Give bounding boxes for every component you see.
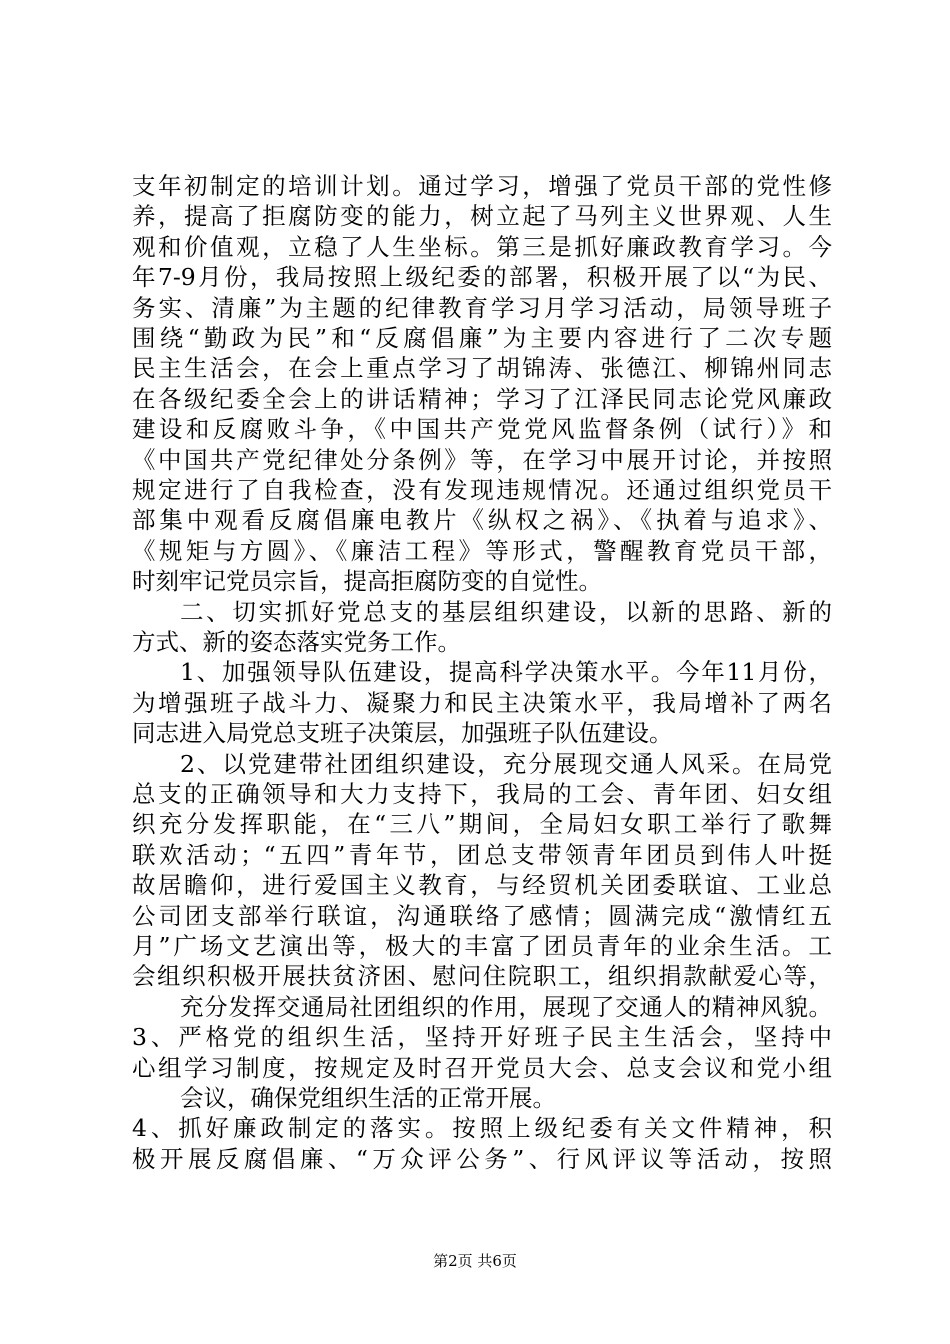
text-line: 3、严格党的组织生活，坚持开好班子民主生活会，坚持中: [132, 1023, 832, 1052]
text-line: 4、抓好廉政制定的落实。按照上级纪委有关文件精神，积: [132, 1114, 832, 1143]
text-line: 年7-9月份，我局按照上级纪委的部署，积极开展了以“为民、: [132, 263, 832, 292]
text-line: 为增强班子战斗力、凝聚力和民主决策水平，我局增补了两名: [132, 688, 832, 717]
text-line: 围绕“勤政为民”和“反腐倡廉”为主要内容进行了二次专题: [132, 324, 832, 352]
text-line: 观和价值观，立稳了人生坐标。第三是抓好廉政教育学习。今: [132, 232, 832, 261]
text-line: 《规矩与方圆》、《廉洁工程》等形式，警醒教育党员干部，: [132, 536, 832, 565]
text-line: 时刻牢记党员宗旨，提高拒腐防变的自觉性。: [132, 567, 602, 596]
section-heading-line: 方式、新的姿态落实党务工作。: [132, 628, 461, 656]
text-line: 总支的正确领导和大力支持下，我局的工会、青年团、妇女组: [132, 780, 832, 808]
text-line: 会组织积极开展扶贫济困、慰问住院职工，组织捐款献爱心等，: [132, 962, 832, 991]
text-line: 《中国共产党纪律处分条例》等，在学习中展开讨论，并按照: [132, 445, 832, 474]
text-line: 织充分发挥职能，在“三八”期间，全局妇女职工举行了歌舞: [132, 810, 832, 839]
item-line: 会议，确保党组织生活的正常开展。: [180, 1084, 556, 1112]
item-1-line: 1、加强领导队伍建设，提高科学决策水平。今年11月份，: [180, 658, 832, 687]
text-line: 极开展反腐倡廉、“万众评公务”、行风评议等活动，按照: [132, 1144, 832, 1173]
text-line: 规定进行了自我检查，没有发现违规情况。还通过组织党员干: [132, 476, 832, 504]
item-2-line: 2、以党建带社团组织建设，充分展现交通人风采。在局党: [180, 749, 832, 778]
text-line: 部集中观看反腐倡廉电教片《纵权之祸》、《执着与追求》、: [132, 506, 832, 535]
text-line: 心组学习制度，按规定及时召开党员大会、总支会议和党小组: [132, 1053, 832, 1082]
text-line: 支年初制定的培训计划。通过学习，增强了党员干部的党性修: [132, 172, 832, 200]
text-line: 月”广场文艺演出等，极大的丰富了团员青年的业余生活。工: [132, 932, 832, 960]
text-line: 民主生活会，在会上重点学习了胡锦涛、张德江、柳锦州同志: [132, 354, 832, 383]
text-line: 同志进入局党总支班子决策层，加强班子队伍建设。: [132, 719, 673, 748]
item-line: 充分发挥交通局社团组织的作用，展现了交通人的精神风貌。: [180, 992, 832, 1021]
text-line: 联欢活动；“五四”青年节，团总支带领青年团员到伟人叶挺: [132, 840, 832, 869]
text-line: 务实、清廉”为主题的纪律教育学习月学习活动，局领导班子: [132, 293, 832, 322]
section-heading-line: 二、切实抓好党总支的基层组织建设，以新的思路、新的: [180, 597, 832, 626]
text-line: 养，提高了拒腐防变的能力，树立起了马列主义世界观、人生: [132, 202, 832, 231]
page-footer: 第2页 共6页: [433, 1252, 517, 1270]
text-line: 建设和反腐败斗争，《中国共产党党风监督条例（试行）》和: [132, 415, 832, 444]
text-line: 在各级纪委全会上的讲话精神；学习了江泽民同志论党风廉政: [132, 384, 832, 413]
text-line: 故居瞻仰，进行爱国主义教育，与经贸机关团委联谊、工业总: [132, 871, 832, 900]
text-line: 公司团支部举行联谊，沟通联络了感情；圆满完成“激情红五: [132, 901, 832, 930]
